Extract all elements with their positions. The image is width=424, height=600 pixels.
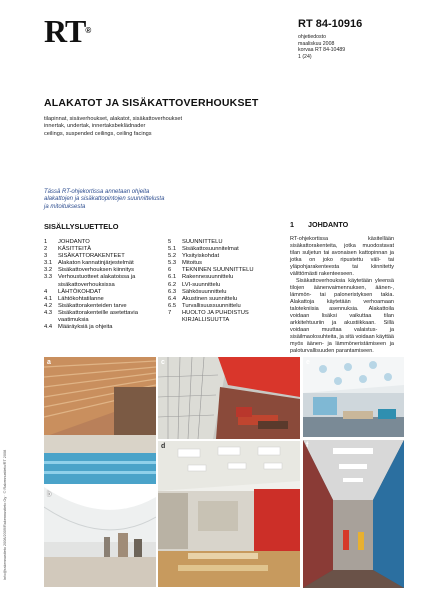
document-number: RT 84-10916 (298, 18, 363, 30)
toc-entry-title: Turvallisuussuunnittelu (182, 302, 241, 309)
toc-entry-number: 5.3 (168, 260, 177, 267)
photo-b (44, 487, 156, 587)
toc-entry-number: 3.3 (44, 274, 53, 281)
toc-entry-title: Määräyksiä ja ohjeita (58, 324, 113, 331)
toc-entry (168, 260, 288, 267)
toc-entry-number: 6.1 (168, 274, 177, 281)
toc-entry (44, 267, 162, 274)
toc-entry-title: KÄSITTEITÄ (58, 246, 92, 253)
photo-e (303, 357, 404, 437)
toc-entry (168, 246, 288, 253)
paragraph: Sisäkattoverhouksia käytetään yleensä tilojen äänenvaimennuksen, äänen-, lämmön- tai paloneristyksen takia. Alakattoja käytetään verhoamaan talotekniisia asennuksia. Alakattoila voidaan lisäksi vaikuttaa tilan arkkitehtuuriin ja akustiikkaan. Sillä voidaan muuttaa valaistus- ja sisäilmaolosuhteita, ja sitä voidaan käyttää myös äänen- ja lämmöneristämiseen ja paloturvallisuuden parantamiseen. (290, 278, 394, 354)
toc-entry (44, 296, 162, 303)
photo-f (303, 440, 404, 588)
toc-entry-title: LÄHTÖKOHDAT (58, 288, 102, 295)
toc-entry-number (168, 317, 182, 324)
toc-entry-number: 4.4 (44, 324, 53, 331)
toc-entry-number: 6.2 (168, 281, 177, 288)
toc-entry-number: 7 (168, 309, 172, 316)
toc-entry (168, 303, 288, 310)
toc-entry-number: 6.5 (168, 302, 177, 309)
photo-label: d (161, 443, 166, 450)
section-heading (290, 220, 348, 229)
toc-entry-title: KIRJALLISUUTTA (182, 317, 230, 324)
toc-entry (168, 282, 288, 289)
toc-entry-title: Lähtökohtatilanne (58, 295, 104, 302)
section-title: JOHDANTO (308, 220, 349, 229)
toc-entry-title: JOHDANTO (58, 239, 90, 245)
toc-entry (168, 289, 288, 296)
toc-entry (44, 253, 162, 260)
section-number: 1 (290, 220, 294, 229)
photo-c (158, 357, 300, 439)
meta-type: ohjetiedosto (298, 34, 326, 40)
toc-entry-title: Sisäkattorakenteille asetettavia vaatimuksia (58, 309, 138, 324)
toc-entry-number: 3 (44, 253, 48, 260)
toc-entry (44, 289, 162, 296)
meta-date: maaliskuu 2008 (298, 40, 335, 47)
toc-entry (44, 274, 162, 288)
photo-label: f (306, 442, 309, 449)
paragraph: RT-ohjekortissa käsitellään sisäkattorakenteita, jotka muodostavat tilan suljetun tai avonaisen kattopinnan ja jotka on joko ripustettu väli- tai yläpohjarakenteesta tai kiinnitetty välittömästi rakenteeseen. (290, 236, 394, 277)
keywords-sv: innertak, undertak, innertaksbeklädnader (44, 123, 146, 130)
photo-d (158, 441, 300, 587)
toc-entry-number: 6.3 (168, 288, 177, 295)
toc-entry-title: LVI-suunnittelu (182, 281, 221, 288)
side-credit (3, 360, 11, 580)
toc-entry-title: Rakennesuunnittelu (182, 274, 234, 281)
toc-entry-title: Mitoitus (182, 260, 202, 267)
toc-entry-title: Akustinen suunnittelu (182, 295, 238, 302)
side-credit-text: Info@rakennustieto 2008/2009/Rakennustieto Oy · © Rakennustieto/RT 2008 (3, 449, 7, 580)
toc-entry (168, 253, 288, 260)
toc-entry-number: 2 (44, 246, 48, 253)
toc-entry-number: 5.1 (168, 246, 177, 253)
photo-label: c (161, 359, 165, 366)
toc-entry-number: 4.2 (44, 302, 53, 309)
toc-entry-title: SUUNNITTELU (182, 239, 223, 245)
toc-entry (44, 260, 162, 267)
keywords-en: ceilings, suspended ceilings, ceiling facings (44, 130, 152, 137)
section-body (290, 236, 394, 355)
toc-entry (168, 267, 288, 274)
toc-entry (44, 310, 162, 324)
toc-entry (44, 324, 162, 331)
toc-entry-number: 6 (168, 267, 172, 274)
toc-entry (44, 303, 162, 310)
toc-entry-title: Verhoustuotteet alakatoissa ja sisäkattoverhouksissa (58, 274, 136, 288)
keywords (44, 116, 182, 138)
intro-text: Tässä RT-ohjekortissa annetaan ohjeita alakattojen ja sisäkattopintojen suunnittelusta ja mitoituksesta (44, 189, 165, 210)
toc-entry-number: 4 (44, 288, 48, 295)
toc-entry-number: 4.1 (44, 295, 53, 302)
toc-entry-number: 4.3 (44, 309, 53, 316)
toc-entry-number: 3.1 (44, 260, 53, 267)
toc-entry (168, 274, 288, 281)
toc-entry-title: TEKNINEN SUUNNITTELU (182, 267, 254, 274)
toc-entry-title: Sähkösuunnittelu (182, 288, 227, 295)
toc-entry-title: Alakaton kannatinjärjestelmät (58, 260, 134, 267)
toc-entry (168, 317, 288, 324)
toc-entry-number: 5 (168, 239, 172, 245)
rt-logo: RT® (44, 13, 92, 49)
toc-entry-number: 1 (44, 239, 48, 245)
toc-entry-title: Yksityiskohdat (182, 253, 220, 260)
page-title: ALAKATOT JA SISÄKATTOVERHOUKSET (44, 97, 259, 109)
photo-label: a (47, 359, 51, 366)
toc-entry (168, 239, 288, 246)
toc-right-column (168, 239, 288, 324)
toc-entry-title: HUOLTO JA PUHDISTUS (182, 309, 249, 316)
toc-entry-title: Sisäkattoverhouksen kiinnitys (58, 267, 135, 274)
photo-label: e (306, 359, 310, 366)
toc-left-column (44, 239, 162, 331)
meta-pages: 1 (24) (298, 53, 312, 60)
toc-entry-title: Sisäkattosuunnitelmat (182, 246, 239, 253)
photo-a (44, 357, 156, 484)
toc-entry-number: 6.4 (168, 295, 177, 302)
toc-entry (168, 310, 288, 317)
toc-entry-title: Sisäkattorakenteiden tarve (58, 302, 127, 309)
document-meta (298, 34, 345, 60)
toc-heading: SISÄLLYSLUETTELO (44, 222, 119, 231)
toc-entry-title: SISÄKATTORAKENTEET (58, 253, 125, 260)
keywords-fi: tilapinnat, sisäverhoukset, alakatot, sisäkattoverhoukset (44, 116, 183, 122)
photo-label: b (47, 491, 52, 498)
toc-entry (168, 296, 288, 303)
toc-entry-number: 5.2 (168, 253, 177, 260)
toc-entry-number: 3.2 (44, 267, 53, 274)
meta-replaces: korvaa RT 84-10489 (298, 47, 346, 54)
